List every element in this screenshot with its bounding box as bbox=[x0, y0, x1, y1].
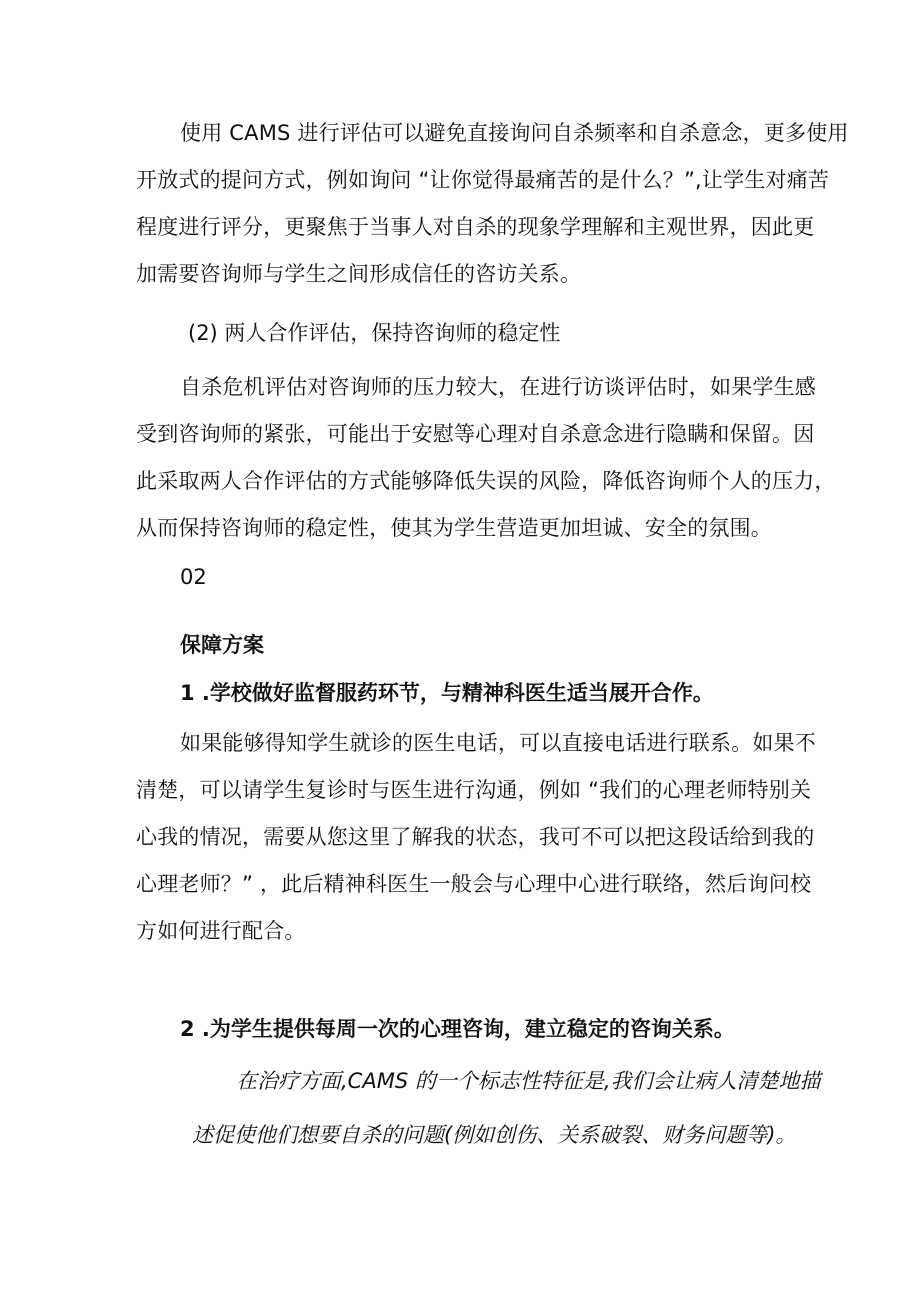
text-line: 述促使他们想要自杀的问题(例如创伤、关系破裂、财务问题等)。 bbox=[192, 1123, 797, 1147]
text-line: 如果能够得知学生就诊的医生电话，可以直接电话进行联系。如果不 bbox=[180, 731, 816, 755]
text-line: 开放式的提问方式，例如询问 “让你觉得最痛苦的是什么？”,让学生对痛苦 bbox=[136, 168, 830, 192]
paragraph-item-1 bbox=[136, 720, 816, 955]
text-line: 受到咨询师的紧张，可能出于安慰等心理对自杀意念进行隐瞒和保留。因 bbox=[136, 422, 815, 446]
text-line: 在治疗方面,CAMS 的一个标志性特征是,我们会让病人清楚地描 bbox=[236, 1069, 821, 1093]
text-line: 自杀危机评估对咨询师的压力较大，在进行访谈评估时，如果学生感 bbox=[180, 375, 816, 399]
text-line: 程度进行评分，更聚焦于当事人对自杀的现象学理解和主观世界，因此更 bbox=[136, 215, 815, 239]
item-1-heading: 1 .学校做好监督服药环节，与精神科医生适当展开合作。 bbox=[180, 681, 714, 705]
paragraph-joint-assessment bbox=[136, 364, 836, 552]
section-title: 保障方案 bbox=[180, 633, 264, 657]
text-line: 加需要咨询师与学生之间形成信任的咨访关系。 bbox=[136, 262, 582, 286]
text-line: 此采取两人合作评估的方式能够降低失误的风险，降低咨询师个人的压力， bbox=[136, 469, 836, 493]
section-number: 02 bbox=[180, 565, 207, 589]
text-line: 方如何进行配合。 bbox=[136, 919, 306, 943]
paragraph-item-2 bbox=[192, 1054, 832, 1162]
item-2-heading: 2 .为学生提供每周一次的心理咨询，建立稳定的咨询关系。 bbox=[180, 1017, 735, 1041]
text-line: 使用 CAMS 进行评估可以避免直接询问自杀频率和自杀意念，更多使用 bbox=[180, 121, 849, 145]
text-line: 从而保持咨询师的稳定性，使其为学生营造更加坦诚、安全的氛围。 bbox=[136, 516, 772, 540]
text-line: 清楚，可以请学生复诊时与医生进行沟通，例如 “我们的心理老师特别关 bbox=[136, 778, 812, 802]
paragraph-cams-assessment bbox=[136, 110, 849, 298]
subheading-joint-assessment: (2) 两人合作评估，保持咨询师的稳定性 bbox=[188, 321, 561, 345]
text-line: 心理老师？” ，此后精神科医生一般会与心理中心进行联络，然后询问校 bbox=[136, 872, 812, 896]
text-line: 心我的情况，需要从您这里了解我的状态，我可不可以把这段话给到我的 bbox=[136, 825, 815, 849]
